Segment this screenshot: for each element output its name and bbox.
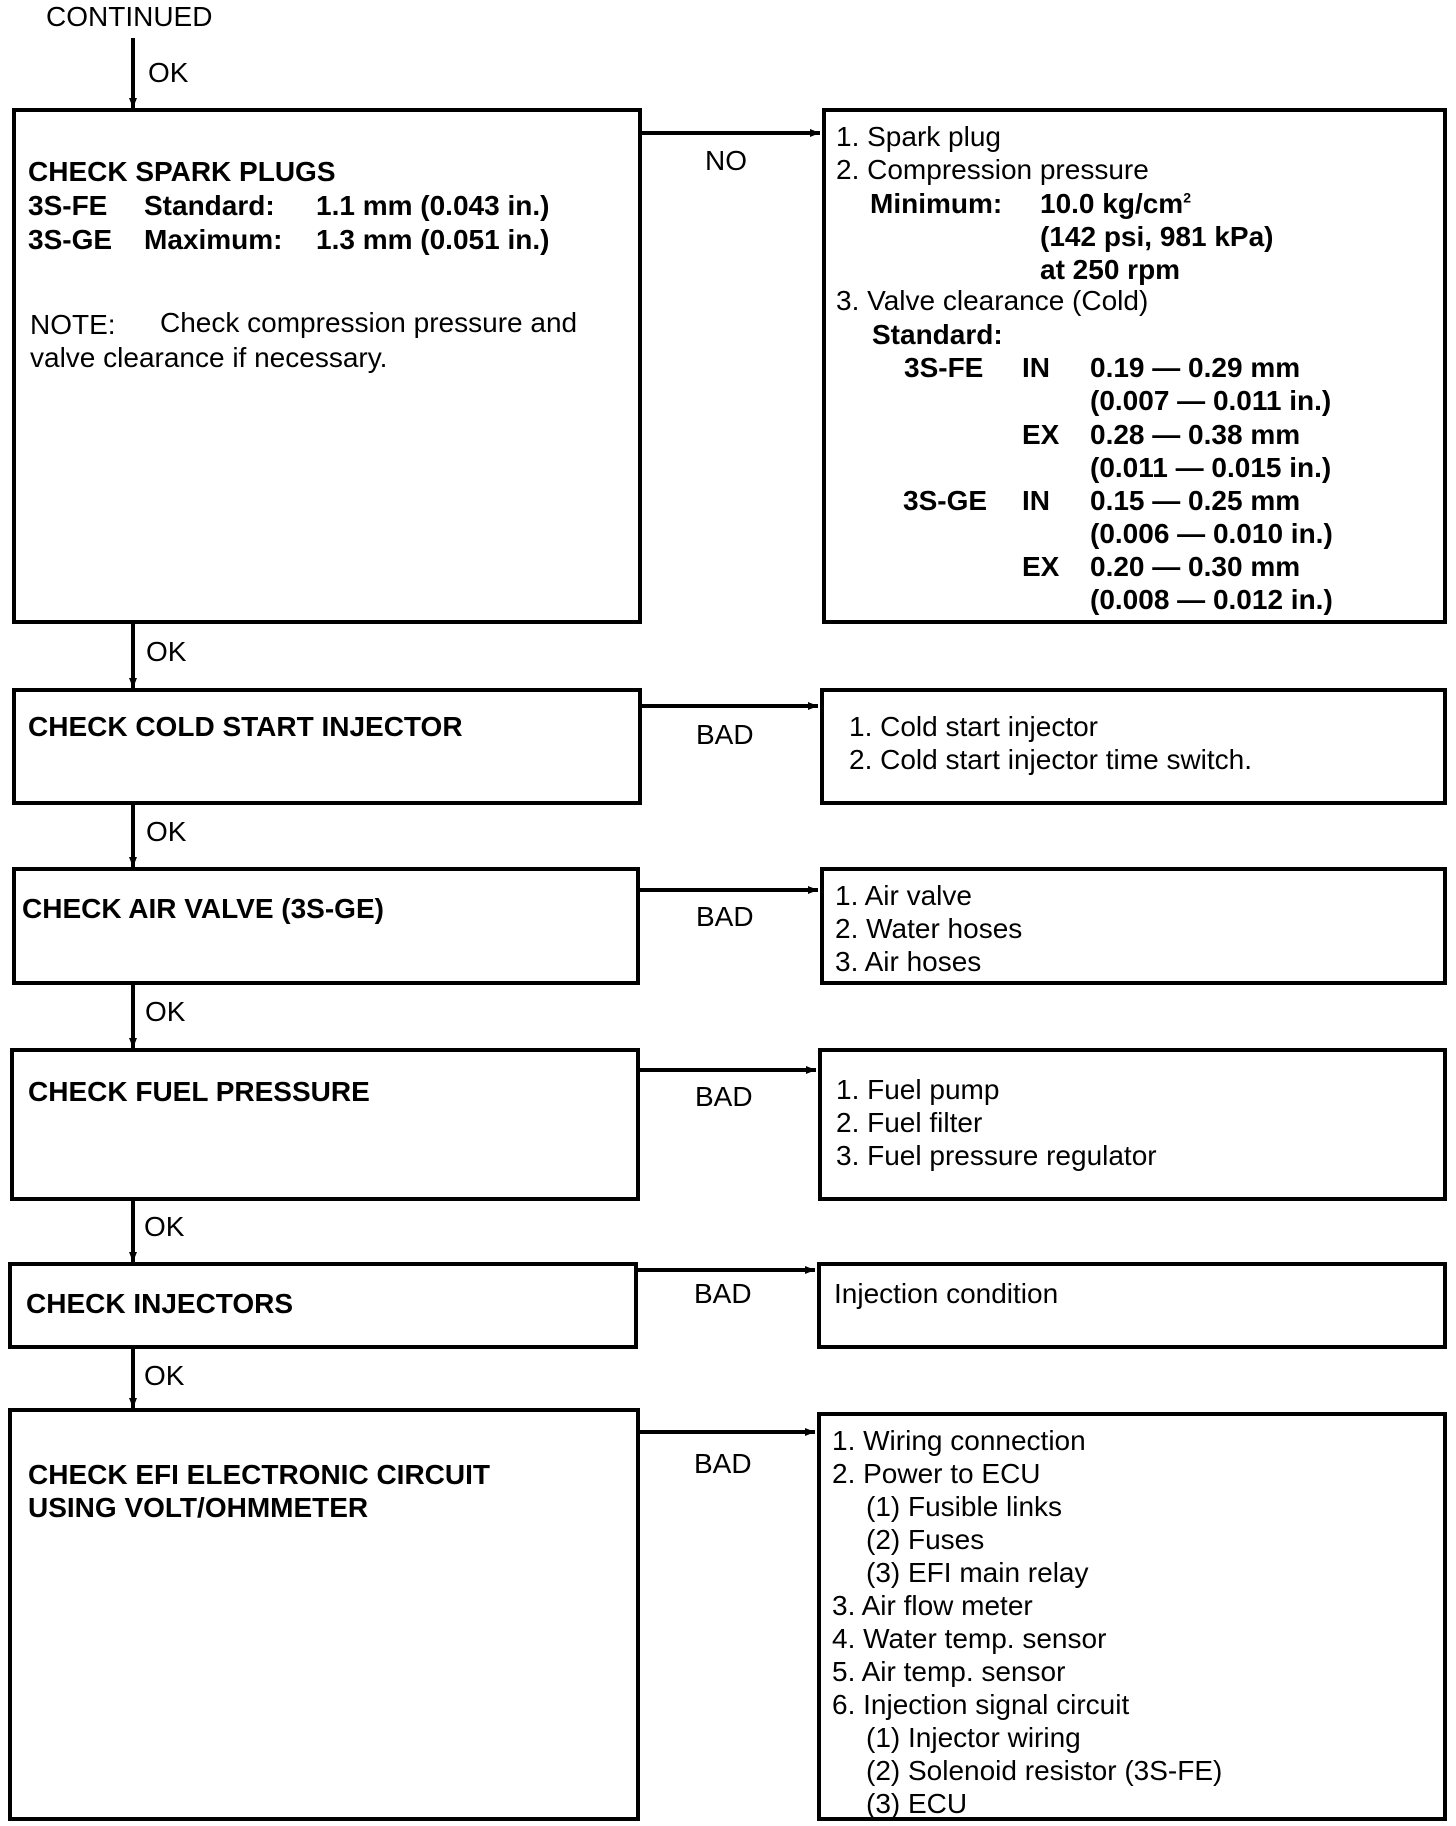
ok-label-4: OK [144, 1211, 185, 1242]
efi-result-item6-1: (1) Injector wiring [866, 1722, 1081, 1753]
spark-result-item3: 3. Valve clearance (Cold) [836, 285, 1149, 316]
spark-result-fe-ex-label: EX [1022, 419, 1060, 450]
efi-result-item5: 5. Air temp. sensor [832, 1656, 1066, 1687]
check-fuel-pressure-box [10, 1048, 640, 1201]
spark-fe-kind: Standard: [144, 190, 275, 221]
cold-result-item2: 2. Cold start injector time switch. [849, 744, 1253, 775]
efi-result-item6-3: (3) ECU [866, 1788, 968, 1819]
efi-result-item1: 1. Wiring connection [832, 1425, 1086, 1456]
check-cold-start-injector-box [12, 688, 642, 805]
no-label: NO [705, 145, 747, 176]
bad-label-2: BAD [696, 901, 754, 932]
fuel-result-item1: 1. Fuel pump [836, 1074, 1000, 1105]
spark-result-fe-in-label: IN [1022, 352, 1050, 383]
efi-result-item6-2: (2) Solenoid resistor (3S-FE) [866, 1755, 1223, 1786]
spark-result-item2: 2. Compression pressure [836, 154, 1149, 185]
spark-result-ge-in2: (0.006 — 0.010 in.) [1090, 518, 1333, 549]
inj-result-item1: Injection condition [834, 1278, 1059, 1309]
fuel-result-item3: 3. Fuel pressure regulator [836, 1140, 1157, 1171]
spark-result-fe-ex2: (0.011 — 0.015 in.) [1090, 452, 1332, 483]
spark-ge-kind: Maximum: [144, 224, 283, 255]
check-air-valve-box [12, 867, 640, 985]
ok-label-2: OK [146, 816, 187, 847]
bad-label-4: BAD [694, 1278, 752, 1309]
ok-label-top: OK [148, 57, 189, 88]
spark-fe-value: 1.1 mm (0.043 in.) [316, 190, 550, 221]
ok-label-1: OK [146, 636, 187, 667]
efi-result-item3: 3. Air flow meter [832, 1590, 1033, 1621]
spark-result-ge: 3S-GE [903, 485, 988, 516]
spark-note-text2: valve clearance if necessary. [30, 342, 388, 373]
spark-ge-model: 3S-GE [28, 224, 113, 255]
air-result-item1: 1. Air valve [835, 880, 972, 911]
efi-result-item2-3: (3) EFI main relay [866, 1557, 1089, 1588]
spark-result-ge-ex-label: EX [1022, 551, 1060, 582]
spark-result-ge-ex: 0.20 — 0.30 mm [1090, 551, 1301, 582]
efi-result-item4: 4. Water temp. sensor [832, 1623, 1107, 1654]
efi-result-item6: 6. Injection signal circuit [832, 1689, 1130, 1720]
spark-result-fe-in2: (0.007 — 0.011 in.) [1090, 385, 1332, 416]
fuel-title: CHECK FUEL PRESSURE [28, 1076, 370, 1107]
air-result-item3: 3. Air hoses [835, 946, 982, 977]
inj-title: CHECK INJECTORS [26, 1288, 294, 1319]
bad-label-3: BAD [695, 1081, 753, 1112]
bad-label-1: BAD [696, 719, 754, 750]
spark-title: CHECK SPARK PLUGS [28, 156, 336, 187]
spark-result-ge-in-label: IN [1022, 485, 1050, 516]
efi-result-item2-2: (2) Fuses [866, 1524, 985, 1555]
spark-result-ge-in: 0.15 — 0.25 mm [1090, 485, 1301, 516]
efi-result-item2-1: (1) Fusible links [866, 1491, 1063, 1522]
efi-title-line1: CHECK EFI ELECTRONIC CIRCUIT [28, 1459, 490, 1490]
cold-result-item1: 1. Cold start injector [849, 711, 1098, 742]
air-title: CHECK AIR VALVE (3S-GE) [22, 893, 384, 924]
ok-label-5: OK [144, 1360, 185, 1391]
spark-result-fe: 3S-FE [904, 352, 984, 383]
bad-label-5: BAD [694, 1448, 752, 1479]
spark-result-fe-ex: 0.28 — 0.38 mm [1090, 419, 1301, 450]
cold-title: CHECK COLD START INJECTOR [28, 711, 463, 742]
spark-result-min-value3: at 250 rpm [1040, 254, 1181, 285]
efi-title-line2: USING VOLT/OHMMETER [28, 1492, 369, 1523]
air-result-item2: 2. Water hoses [835, 913, 1023, 944]
spark-result-min-value2: (142 psi, 981 kPa) [1040, 221, 1274, 252]
spark-result-ge-ex2: (0.008 — 0.012 in.) [1090, 584, 1333, 615]
spark-ge-value: 1.3 mm (0.051 in.) [316, 224, 550, 255]
fuel-result-item2: 2. Fuel filter [836, 1107, 983, 1138]
ok-label-3: OK [145, 996, 186, 1027]
spark-note-text: Check compression pressure and [160, 307, 578, 338]
spark-note-label: NOTE: [30, 309, 116, 340]
spark-result-fe-in: 0.19 — 0.29 mm [1090, 352, 1301, 383]
spark-result-min-label: Minimum: [870, 188, 1003, 219]
spark-fe-model: 3S-FE [28, 190, 108, 221]
continued-label: CONTINUED [46, 1, 213, 32]
spark-result-min-value: 10.0 $kg/cm^2$ [1040, 188, 1191, 219]
spark-result-std-label: Standard: [872, 319, 1003, 350]
spark-result-item1: 1. Spark plug [836, 121, 1001, 152]
efi-result-item2: 2. Power to ECU [832, 1458, 1041, 1489]
